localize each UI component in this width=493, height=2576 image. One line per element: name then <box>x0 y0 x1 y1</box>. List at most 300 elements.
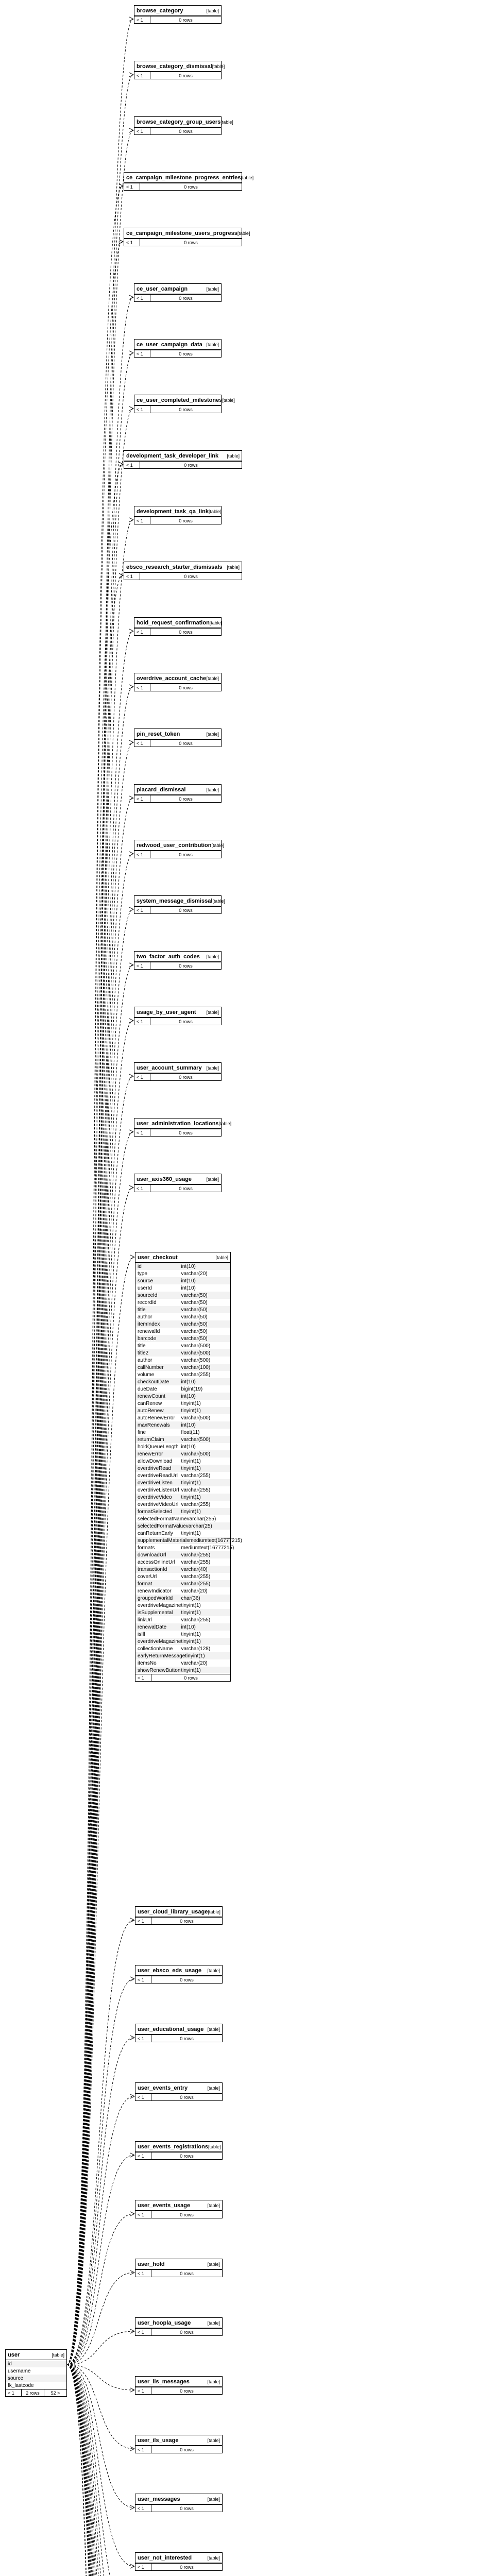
footer-lead: < 1 <box>124 462 140 468</box>
column-name: autoRenew <box>138 1408 164 1414</box>
table-user-events-registrations[interactable] <box>135 2141 223 2160</box>
table-footer <box>135 2563 222 2570</box>
footer-rows: 0 rows <box>179 295 193 301</box>
table-name: placard_dismissal <box>137 786 186 793</box>
table-pin-reset-token[interactable] <box>134 728 222 747</box>
footer-rows: 0 rows <box>184 240 198 245</box>
table-name: user_not_interested <box>138 2554 192 2561</box>
column-name: formatSelected <box>138 1509 173 1515</box>
column-row <box>6 2375 66 2382</box>
table-ebsco-research-starter-dismissals[interactable] <box>124 562 242 580</box>
table-footer <box>134 851 221 858</box>
column-name: overdriveListenUrl <box>138 1487 179 1493</box>
footer-rows: 0 rows <box>179 685 193 690</box>
table-name: user_account_summary <box>137 1064 202 1071</box>
table-tag: [table] <box>215 1255 228 1260</box>
footer-lead: < 1 <box>134 1129 150 1136</box>
table-footer <box>135 1674 230 1681</box>
column-row <box>135 1263 230 1270</box>
footer-rows: 0 rows <box>179 963 193 969</box>
table-name: redwood_user_contribution <box>137 842 212 849</box>
column-type: varchar(500) <box>181 1357 211 1363</box>
table-tag: [table] <box>206 1176 219 1182</box>
edge-crowfoot-icon <box>129 518 133 522</box>
relationship-edge <box>67 1920 134 2365</box>
table-name: user_events_entry <box>138 2084 188 2091</box>
relationship-edge <box>67 75 133 2365</box>
column-name: showRenewButton <box>138 1667 181 1673</box>
column-name: isSupplemental <box>138 1609 173 1616</box>
column-type: varchar(20) <box>181 1588 208 1594</box>
footer-lead: < 1 <box>134 962 150 969</box>
relationship-edge <box>67 19 133 2365</box>
column-row <box>135 1558 230 1566</box>
column-type: tinyint(1) <box>181 1638 201 1645</box>
column-type: tinyint(1) <box>181 1465 201 1471</box>
column-name: title2 <box>138 1350 149 1356</box>
column-type: int(10) <box>181 1379 196 1385</box>
table-tag: [table] <box>227 453 240 459</box>
table-user-ebsco-eds-usage[interactable] <box>135 1965 223 1984</box>
table-development-task-developer-link[interactable] <box>124 450 242 469</box>
table-redwood-user-contribution[interactable] <box>134 840 222 858</box>
footer-lead: < 1 <box>134 1018 150 1025</box>
column-row <box>135 1609 230 1616</box>
table-tag: [table] <box>52 2352 64 2358</box>
relationship-edge <box>67 353 133 2365</box>
column-name: formats <box>138 1545 155 1551</box>
footer-lead: < 1 <box>134 295 150 301</box>
footer-rows: 0 rows <box>180 2388 194 2394</box>
column-type: tinyint(1) <box>181 1458 201 1464</box>
table-name: ce_campaign_milestone_progress_entries <box>126 174 241 181</box>
column-row <box>135 1443 230 1450</box>
footer-rows: 0 rows <box>180 2036 194 2041</box>
table-footer <box>124 461 242 468</box>
column-row <box>135 1667 230 1674</box>
table-two-factor-auth-codes[interactable] <box>134 951 222 970</box>
column-row <box>135 1306 230 1313</box>
table-tag: [table] <box>206 954 219 959</box>
table-footer <box>6 2389 66 2396</box>
column-name: isIll <box>138 1631 145 1637</box>
table-tag: [table] <box>207 2555 220 2561</box>
table-footer <box>135 2504 222 2512</box>
table-name: ce_campaign_milestone_users_progress <box>126 230 237 236</box>
table-name: ce_user_completed_milestones <box>137 397 223 403</box>
column-type: mediumtext(16777215) <box>189 1537 242 1544</box>
table-tag: [table] <box>206 1065 219 1071</box>
footer-lead: < 1 <box>135 2153 151 2159</box>
relationship-edge <box>67 742 133 2365</box>
footer-lead: < 1 <box>134 1074 150 1080</box>
table-footer <box>134 1018 221 1025</box>
column-name: autoRenewError <box>138 1415 175 1421</box>
table-user-events-entry[interactable] <box>135 2082 223 2101</box>
table-footer <box>134 795 221 802</box>
table-footer <box>124 572 242 580</box>
footer-rows: 0 rows <box>180 2447 194 2452</box>
column-type: varchar(255) <box>181 1501 211 1507</box>
column-row <box>135 1616 230 1623</box>
column-type: varchar(20) <box>181 1660 208 1666</box>
footer-lead: < 1 <box>134 851 150 858</box>
table-name: browse_category_group_users <box>137 118 221 125</box>
table-name: user_administration_locations <box>137 1120 219 1127</box>
column-type: tinyint(1) <box>181 1609 201 1616</box>
column-name: allowDownload <box>138 1458 173 1464</box>
column-type: float(11) <box>181 1429 200 1435</box>
column-row <box>135 1414 230 1421</box>
table-footer <box>135 2269 222 2277</box>
table-tag: [table] <box>237 230 250 236</box>
table-user-account-summary[interactable] <box>134 1062 222 1081</box>
footer-rows: 2 rows <box>22 2389 44 2396</box>
table-name: ebsco_research_starter_dismissals <box>126 564 223 570</box>
footer-lead: < 1 <box>134 16 150 23</box>
footer-rows: 0 rows <box>179 629 193 635</box>
table-system-message-dismissal[interactable] <box>134 895 225 914</box>
column-row <box>135 1623 230 1631</box>
column-row <box>135 1349 230 1357</box>
column-row <box>135 1364 230 1371</box>
column-row <box>135 1472 230 1479</box>
column-type: varchar(500) <box>181 1451 211 1457</box>
relationship-edge <box>67 798 133 2365</box>
table-tag: [table] <box>207 1968 220 1973</box>
table-name: user_axis360_usage <box>137 1176 192 1182</box>
table-name: user_ils_messages <box>138 2378 190 2385</box>
column-name: author <box>138 1357 152 1363</box>
column-type: tinyint(1) <box>181 1530 201 1536</box>
column-type: varchar(128) <box>181 1646 211 1652</box>
column-type: int(10) <box>181 1285 196 1291</box>
column-row <box>135 1537 242 1544</box>
column-row <box>135 1465 230 1472</box>
footer-rows: 0 rows <box>180 2153 194 2159</box>
column-name: fk_lastcode <box>8 2382 34 2388</box>
column-name: title <box>138 1343 146 1349</box>
table-tag: [table] <box>220 119 233 125</box>
column-row <box>135 1378 230 1385</box>
table-name: hold_request_confirmation <box>137 619 210 626</box>
column-type: varchar(500) <box>181 1350 211 1356</box>
column-type: tinyint(1) <box>185 1653 205 1659</box>
column-name: fine <box>138 1429 146 1435</box>
table-name: user_messages <box>138 2496 180 2502</box>
table-tag: [table] <box>207 2496 220 2502</box>
relationship-edge <box>67 1132 133 2365</box>
table-user-ils-usage[interactable] <box>135 2435 223 2453</box>
column-name: checkoutDate <box>138 1379 169 1385</box>
table-ce-campaign-milestone-users-progress[interactable] <box>124 228 250 246</box>
column-row <box>135 1522 230 1530</box>
table-overdrive-account-cache[interactable] <box>134 673 222 691</box>
column-type: int(10) <box>181 1278 196 1284</box>
footer-lead: < 1 <box>135 2270 151 2277</box>
table-tag: [table] <box>206 8 219 13</box>
relationship-edge <box>67 965 133 2365</box>
column-row <box>6 2360 66 2367</box>
column-type: int(10) <box>181 1263 196 1269</box>
column-list <box>135 1263 242 1674</box>
footer-rows: 0 rows <box>179 1074 193 1080</box>
table-browse-category[interactable] <box>134 5 222 24</box>
table-placard-dismissal[interactable] <box>134 784 222 803</box>
table-tag: [table] <box>206 286 219 292</box>
table-tag: [table] <box>207 2026 220 2032</box>
footer-lead: < 1 <box>135 1674 151 1681</box>
column-name: itemIndex <box>138 1321 160 1327</box>
column-name: type <box>138 1270 147 1277</box>
column-type: varchar(255) <box>181 1573 211 1580</box>
table-name: pin_reset_token <box>137 731 180 737</box>
table-user-educational-usage[interactable] <box>135 2024 223 2042</box>
table-name: user_educational_usage <box>138 2026 204 2032</box>
column-type: varchar(50) <box>181 1314 208 1320</box>
column-row <box>135 1450 230 1458</box>
table-tag: [table] <box>212 63 225 69</box>
column-type: varchar(255) <box>181 1559 211 1565</box>
column-type: int(10) <box>181 1624 196 1630</box>
column-name: selectedFormatValue <box>138 1523 186 1529</box>
column-name: collectionName <box>138 1646 173 1652</box>
table-tag: [table] <box>208 1909 220 1914</box>
footer-lead: < 1 <box>135 2094 151 2100</box>
table-name: development_task_developer_link <box>126 452 219 459</box>
table-user-ils-messages[interactable] <box>135 2376 223 2395</box>
column-name: renewalId <box>138 1328 160 1334</box>
column-name: renewCount <box>138 1393 165 1399</box>
footer-rows: 0 rows <box>179 351 193 357</box>
column-row <box>135 1595 230 1602</box>
footer-rows: 0 rows <box>180 2505 194 2511</box>
edge-crowfoot-icon <box>129 629 133 633</box>
footer-lead: < 1 <box>134 406 150 413</box>
column-type: varchar(500) <box>181 1343 211 1349</box>
footer-lead: < 1 <box>134 795 150 802</box>
column-type: varchar(255) <box>181 1472 211 1479</box>
footer-rows: 0 rows <box>179 740 193 746</box>
column-name: source <box>138 1278 154 1284</box>
table-browse-category-dismissal[interactable] <box>134 61 225 79</box>
column-row <box>135 1335 230 1342</box>
column-row <box>135 1479 230 1486</box>
table-tag: [table] <box>241 175 254 180</box>
column-name: recordId <box>138 1299 157 1306</box>
table-footer <box>134 294 221 301</box>
table-footer <box>134 1073 221 1080</box>
table-name: user_ebsco_eds_usage <box>138 1967 202 1974</box>
footer-lead: < 1 <box>134 350 150 357</box>
footer-rows: 0 rows <box>180 2270 194 2276</box>
table-usage-by-user-agent[interactable] <box>134 1007 222 1025</box>
footer-rows: 0 rows <box>180 1977 194 1982</box>
footer-rows: 0 rows <box>179 128 193 134</box>
column-name: renewalDate <box>138 1624 167 1630</box>
table-user-events-usage[interactable] <box>135 2200 223 2218</box>
table-tag: [table] <box>207 2261 220 2267</box>
footer-rows: 0 rows <box>184 1675 198 1681</box>
column-type: varchar(50) <box>181 1328 208 1334</box>
table-ce-user-completed-milestones[interactable] <box>134 395 235 413</box>
column-row <box>135 1385 230 1393</box>
footer-lead: < 1 <box>124 573 140 580</box>
table-name: user_ils_usage <box>138 2437 179 2444</box>
column-row <box>135 1429 230 1436</box>
footer-lead: < 1 <box>134 684 150 691</box>
relationship-edge <box>67 2365 134 2507</box>
footer-lead: < 1 <box>135 2505 151 2512</box>
footer-lead: < 1 <box>134 517 150 524</box>
column-name: maxRenewals <box>138 1422 170 1428</box>
column-name: dueDate <box>138 1386 157 1392</box>
column-row <box>135 1277 230 1284</box>
table-footer <box>134 962 221 969</box>
column-name: id <box>8 2361 12 2367</box>
table-footer <box>135 2035 222 2042</box>
table-name: user_checkout <box>138 1254 178 1261</box>
column-type: varchar(50) <box>181 1299 208 1306</box>
table-development-task-qa-link[interactable] <box>134 506 222 524</box>
table-browse-category-group-users[interactable] <box>134 116 233 135</box>
footer-rows: 0 rows <box>179 1019 193 1024</box>
footer-lead: < 1 <box>135 2211 151 2218</box>
column-row <box>6 2382 66 2389</box>
table-footer <box>134 405 221 413</box>
column-name: groupedWorkId <box>138 1595 173 1601</box>
user-table[interactable] <box>5 2349 67 2397</box>
table-user-cloud-library-usage[interactable] <box>135 1906 223 1925</box>
relationship-edge <box>67 2365 134 2576</box>
column-row <box>135 1580 230 1587</box>
footer-lead: < 1 <box>134 907 150 913</box>
edge-crowfoot-icon <box>129 685 133 689</box>
table-user-messages[interactable] <box>135 2494 223 2512</box>
column-type: tinyint(1) <box>181 1667 201 1673</box>
table-footer <box>124 183 242 190</box>
relationship-edge <box>67 2096 134 2365</box>
column-name: overdriveVideo <box>138 1494 172 1500</box>
column-row <box>135 1270 230 1277</box>
column-row <box>135 1393 230 1400</box>
footer-rows: 0 rows <box>179 73 193 78</box>
table-tag: [table] <box>207 2202 220 2208</box>
column-row <box>135 1631 230 1638</box>
footer-lead: < 1 <box>134 1185 150 1192</box>
column-row <box>135 1587 230 1595</box>
column-row <box>135 1645 230 1652</box>
column-type: varchar(255) <box>181 1552 211 1558</box>
footer-lead: < 1 <box>135 2564 151 2570</box>
column-row <box>135 1566 230 1573</box>
column-name: supplementalMaterials <box>138 1537 190 1544</box>
user-checkout-table[interactable] <box>135 1252 242 1682</box>
column-type: varchar(255) <box>181 1487 211 1493</box>
table-name: user_events_registrations <box>138 2143 208 2150</box>
table-name: user_hold <box>138 2261 165 2267</box>
footer-lead: < 1 <box>135 1976 151 1983</box>
table-tag: [table] <box>206 731 219 737</box>
column-name: overdriveRead <box>138 1465 172 1471</box>
column-name: id <box>138 1263 142 1269</box>
table-tag: [table] <box>211 842 224 848</box>
table-ce-user-campaign-data[interactable] <box>134 339 222 358</box>
column-row <box>135 1342 230 1349</box>
column-row <box>135 1508 230 1515</box>
table-footer <box>135 2093 222 2100</box>
column-row <box>135 1602 230 1609</box>
table-tag: [table] <box>222 397 235 403</box>
column-row <box>135 1551 230 1558</box>
column-name: coverUrl <box>138 1573 157 1580</box>
table-user-hoopla-usage[interactable] <box>135 2317 223 2336</box>
table-name: user_events_usage <box>138 2202 191 2209</box>
edge-crowfoot-icon <box>130 1255 134 1259</box>
column-name: downloadUrl <box>138 1552 166 1558</box>
column-type: int(10) <box>181 1393 196 1399</box>
edge-crowfoot-icon <box>129 796 133 800</box>
column-type: varchar(100) <box>181 1364 211 1370</box>
column-row <box>135 1659 230 1667</box>
table-user-administration-locations[interactable] <box>134 1118 232 1137</box>
column-name: returnClaim <box>138 1436 164 1443</box>
column-name: canRenew <box>138 1400 162 1406</box>
column-row <box>135 1400 230 1407</box>
footer-lead: < 1 <box>124 239 140 246</box>
column-name: overdriveMagazine <box>138 1602 181 1608</box>
footer-rows: 0 rows <box>179 406 193 412</box>
table-tag: [table] <box>212 898 225 904</box>
table-user-hold[interactable] <box>135 2259 223 2277</box>
footer-rows: 0 rows <box>179 17 193 23</box>
footer-rows: 0 rows <box>179 518 193 523</box>
table-tag: [table] <box>207 2437 220 2443</box>
column-name: transactionId <box>138 1566 167 1572</box>
column-type: tinyint(1) <box>181 1408 201 1414</box>
relationship-edge <box>67 1257 134 2365</box>
column-name: canReturnEarly <box>138 1530 173 1536</box>
column-name: renewError <box>138 1451 163 1457</box>
column-type: varchar(50) <box>181 1292 208 1298</box>
table-name: browse_category <box>137 7 183 14</box>
footer-rows: 0 rows <box>179 1130 193 1136</box>
column-name: barcode <box>138 1335 157 1342</box>
table-user-axis360-usage[interactable] <box>134 1174 222 1192</box>
relationship-edge <box>67 409 133 2365</box>
edge-crowfoot-icon <box>129 1074 133 1078</box>
column-type: int(10) <box>181 1444 196 1450</box>
table-tag: [table] <box>206 1009 219 1015</box>
table-hold-request-confirmation[interactable] <box>134 617 222 636</box>
column-row <box>135 1544 234 1551</box>
table-footer <box>135 2446 222 2453</box>
footer-lead: < 1 <box>134 629 150 635</box>
table-footer <box>135 2387 222 2394</box>
table-ce-campaign-milestone-progress-entries[interactable] <box>124 172 254 191</box>
table-user-not-interested[interactable] <box>135 2552 223 2571</box>
table-footer <box>134 739 221 747</box>
table-name: usage_by_user_agent <box>137 1009 196 1015</box>
table-ce-user-campaign[interactable] <box>134 283 222 302</box>
column-row <box>135 1573 230 1580</box>
footer-rows: 0 rows <box>179 907 193 913</box>
column-type: mediumtext(16777215) <box>181 1545 234 1551</box>
column-row <box>135 1284 230 1292</box>
footer-lead: < 1 <box>124 183 140 190</box>
table-name: ce_user_campaign <box>137 285 188 292</box>
column-name: overdriveListen <box>138 1480 173 1486</box>
